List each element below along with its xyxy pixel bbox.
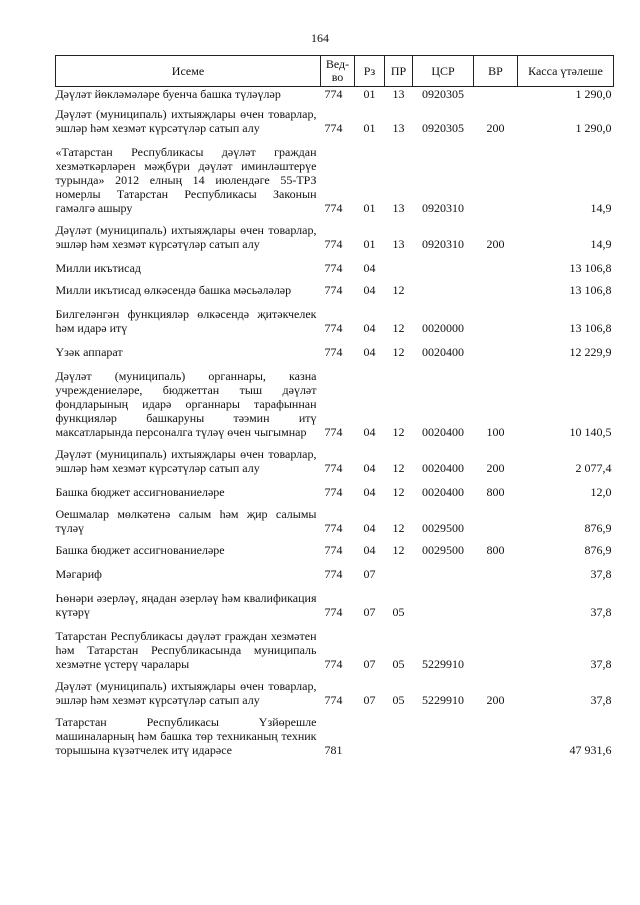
row-pr: 05 [392,605,405,619]
table-row [56,363,614,443]
row-rz: 04 [363,283,376,297]
row-ved: 774 [324,461,343,475]
table-row [56,219,614,255]
table-row [56,139,614,219]
row-rz: 04 [363,521,376,535]
header-name: Исеме [56,56,321,87]
table-row [56,87,614,102]
row-csr: 0920305 [422,121,464,135]
row-pr: 13 [392,237,405,251]
row-csr: 0020400 [422,345,464,359]
row-rz: 04 [363,461,376,475]
table-row [56,539,614,561]
row-pr: 13 [392,201,405,215]
row-name: Татарстан Республикасы Үзйөрешле машиналарның һәм башка төр техниканың техник торышына күзәтчелек итү идарәсе [55,715,317,757]
row-name: Үзәк аппарат [55,345,123,359]
page-number: 164 [311,31,329,45]
row-name: Милли икътисад өлкәсендә башка мәсьәләләр [55,283,292,297]
row-ved: 774 [324,657,343,671]
table-row [56,585,614,623]
row-rz: 07 [363,693,376,707]
row-vr [474,255,518,279]
table-row [56,101,614,139]
table-header-row [56,56,614,87]
row-pr: 05 [392,693,405,707]
row-pr [385,255,413,279]
row-vr [474,561,518,585]
row-vr [474,711,518,761]
row-name: Оешмалар мөлкәтенә салым һәм җир салымы түләү [55,507,317,535]
row-csr [413,711,474,761]
row-vr [474,339,518,363]
row-name: Билгеләнгән функцияләр өлкәсендә җитәкчелек һәм идарә итү [55,307,317,335]
row-name: Башка бюджет ассигнованиеләре [55,543,225,557]
row-rz: 01 [363,201,376,215]
row-csr: 0920305 [422,87,464,101]
row-ved: 774 [324,693,343,707]
header-vr: ВР [474,56,518,87]
row-sum: 14,9 [590,201,612,215]
row-ved: 774 [324,345,343,359]
row-vr: 800 [486,485,505,499]
row-csr: 5229910 [422,693,464,707]
header-sum: Касса үтәлеше [518,56,614,87]
row-csr [413,585,474,623]
row-pr: 12 [392,425,405,439]
row-name: Дәүләт йөкләмәләре буенча башка түләүләр [55,87,281,101]
row-ved: 781 [324,743,343,757]
row-rz: 04 [363,261,376,275]
row-pr: 12 [392,461,405,475]
row-ved: 774 [324,485,343,499]
row-rz: 01 [363,237,376,251]
row-ved: 774 [324,567,343,581]
table-row [56,479,614,503]
row-sum: 13 106,8 [569,321,612,335]
row-ved: 774 [324,321,343,335]
row-pr: 12 [392,543,405,557]
row-sum: 12,0 [590,485,612,499]
row-sum: 47 931,6 [569,743,612,757]
row-pr: 13 [392,87,405,101]
row-rz: 07 [363,657,376,671]
row-csr [413,561,474,585]
row-name: Дәүләт (муниципаль) ихтыяҗлары өчен товарлар, эшләр һәм хезмәт күрсәтүләр сатып алу [55,679,317,707]
row-sum: 876,9 [584,521,612,535]
row-sum: 10 140,5 [569,425,612,439]
row-pr: 05 [392,657,405,671]
row-pr: 12 [392,521,405,535]
row-csr: 0029500 [422,543,464,557]
row-ved: 774 [324,201,343,215]
row-vr [474,503,518,539]
row-sum: 37,8 [590,605,612,619]
row-sum: 37,8 [590,567,612,581]
row-name: Татарстан Республикасы дәүләт граждан хезмәтен һәм Татарстан Республикасында муниципаль хезмәтне үстерү чаралары [55,629,317,671]
row-rz: 04 [363,425,376,439]
row-rz: 07 [363,567,376,581]
row-sum: 14,9 [590,237,612,251]
header-csr: ЦСР [413,56,474,87]
row-sum: 1 290,0 [575,87,612,101]
table-row [56,301,614,339]
table-row [56,623,614,675]
table-row [56,503,614,539]
row-name: «Татарстан Республикасы дәүләт граждан хезмәткәрләрен мәҗбүри дәүләт иминләштерүе турында» 2012 елның 14 июлендәге 55-ТРЗ номерлы Татарстан Республикасы Законын гамәлгә ашыру [55,145,317,215]
row-rz: 07 [363,605,376,619]
row-pr: 12 [392,485,405,499]
row-vr [474,301,518,339]
row-vr [474,279,518,301]
row-vr: 800 [486,543,505,557]
row-vr: 200 [486,121,505,135]
budget-table [55,55,614,761]
row-csr [413,255,474,279]
row-rz: 04 [363,321,376,335]
row-name: Һөнәри әзерләү, яңадан әзерләү һәм квалификация күтәрү [55,591,317,619]
header-ved: Вед-во [321,56,355,87]
row-csr: 0020000 [422,321,464,335]
row-vr: 200 [486,461,505,475]
table-row [56,255,614,279]
row-csr [413,279,474,301]
row-ved: 774 [324,425,343,439]
row-sum: 37,8 [590,693,612,707]
table-row [56,279,614,301]
row-vr [474,87,518,102]
row-name: Дәүләт (муниципаль) органнары, казна учреждениеләре, бюджеттан тыш дәүләт фондларының идарә органнары тарафыннан функцияләр башкаруны тәэмин итү максатларында персоналга түләү өчен чыгымнар [55,369,317,439]
row-csr: 0920310 [422,237,464,251]
row-pr [385,711,413,761]
table-row [56,339,614,363]
row-vr [474,585,518,623]
row-pr [385,561,413,585]
row-name: Дәүләт (муниципаль) ихтыяҗлары өчен товарлар, эшләр һәм хезмәт күрсәтүләр сатып алу [55,107,317,135]
row-csr: 0920310 [422,201,464,215]
header-pr: ПР [385,56,413,87]
row-name: Дәүләт (муниципаль) ихтыяҗлары өчен товарлар, эшләр һәм хезмәт күрсәтүләр сатып алу [55,223,317,251]
row-name: Мәгариф [55,567,102,581]
row-sum: 12 229,9 [569,345,612,359]
row-ved: 774 [324,237,343,251]
row-pr: 12 [392,321,405,335]
row-sum: 37,8 [590,657,612,671]
row-ved: 774 [324,605,343,619]
row-pr: 13 [392,121,405,135]
row-csr: 0020400 [422,485,464,499]
row-ved: 774 [324,121,343,135]
row-rz: 01 [363,121,376,135]
row-ved: 774 [324,87,343,101]
row-ved: 774 [324,261,343,275]
row-vr: 200 [486,237,505,251]
row-rz: 01 [363,87,376,101]
row-csr: 0020400 [422,425,464,439]
row-rz: 04 [363,485,376,499]
row-sum: 1 290,0 [575,121,612,135]
row-rz: 04 [363,345,376,359]
row-sum: 13 106,8 [569,261,612,275]
row-pr: 12 [392,345,405,359]
row-sum: 2 077,4 [575,461,612,475]
row-rz: 04 [363,543,376,557]
row-ved: 774 [324,521,343,535]
row-vr: 200 [486,693,505,707]
row-name: Башка бюджет ассигнованиеләре [55,485,225,499]
table-row [56,443,614,479]
header-rz: Рз [355,56,385,87]
row-sum: 13 106,8 [569,283,612,297]
row-name: Дәүләт (муниципаль) ихтыяҗлары өчен товарлар, эшләр һәм хезмәт күрсәтүләр сатып алу [55,447,317,475]
row-csr: 5229910 [422,657,464,671]
row-csr: 0029500 [422,521,464,535]
table-row [56,561,614,585]
row-ved: 774 [324,543,343,557]
row-rz [355,711,385,761]
row-vr [474,623,518,675]
table-row [56,675,614,711]
row-ved: 774 [324,283,343,297]
row-sum: 876,9 [584,543,612,557]
row-vr [474,139,518,219]
row-csr: 0020400 [422,461,464,475]
row-name: Милли икътисад [55,261,142,275]
table-row [56,711,614,761]
row-vr: 100 [486,425,505,439]
row-pr: 12 [392,283,405,297]
